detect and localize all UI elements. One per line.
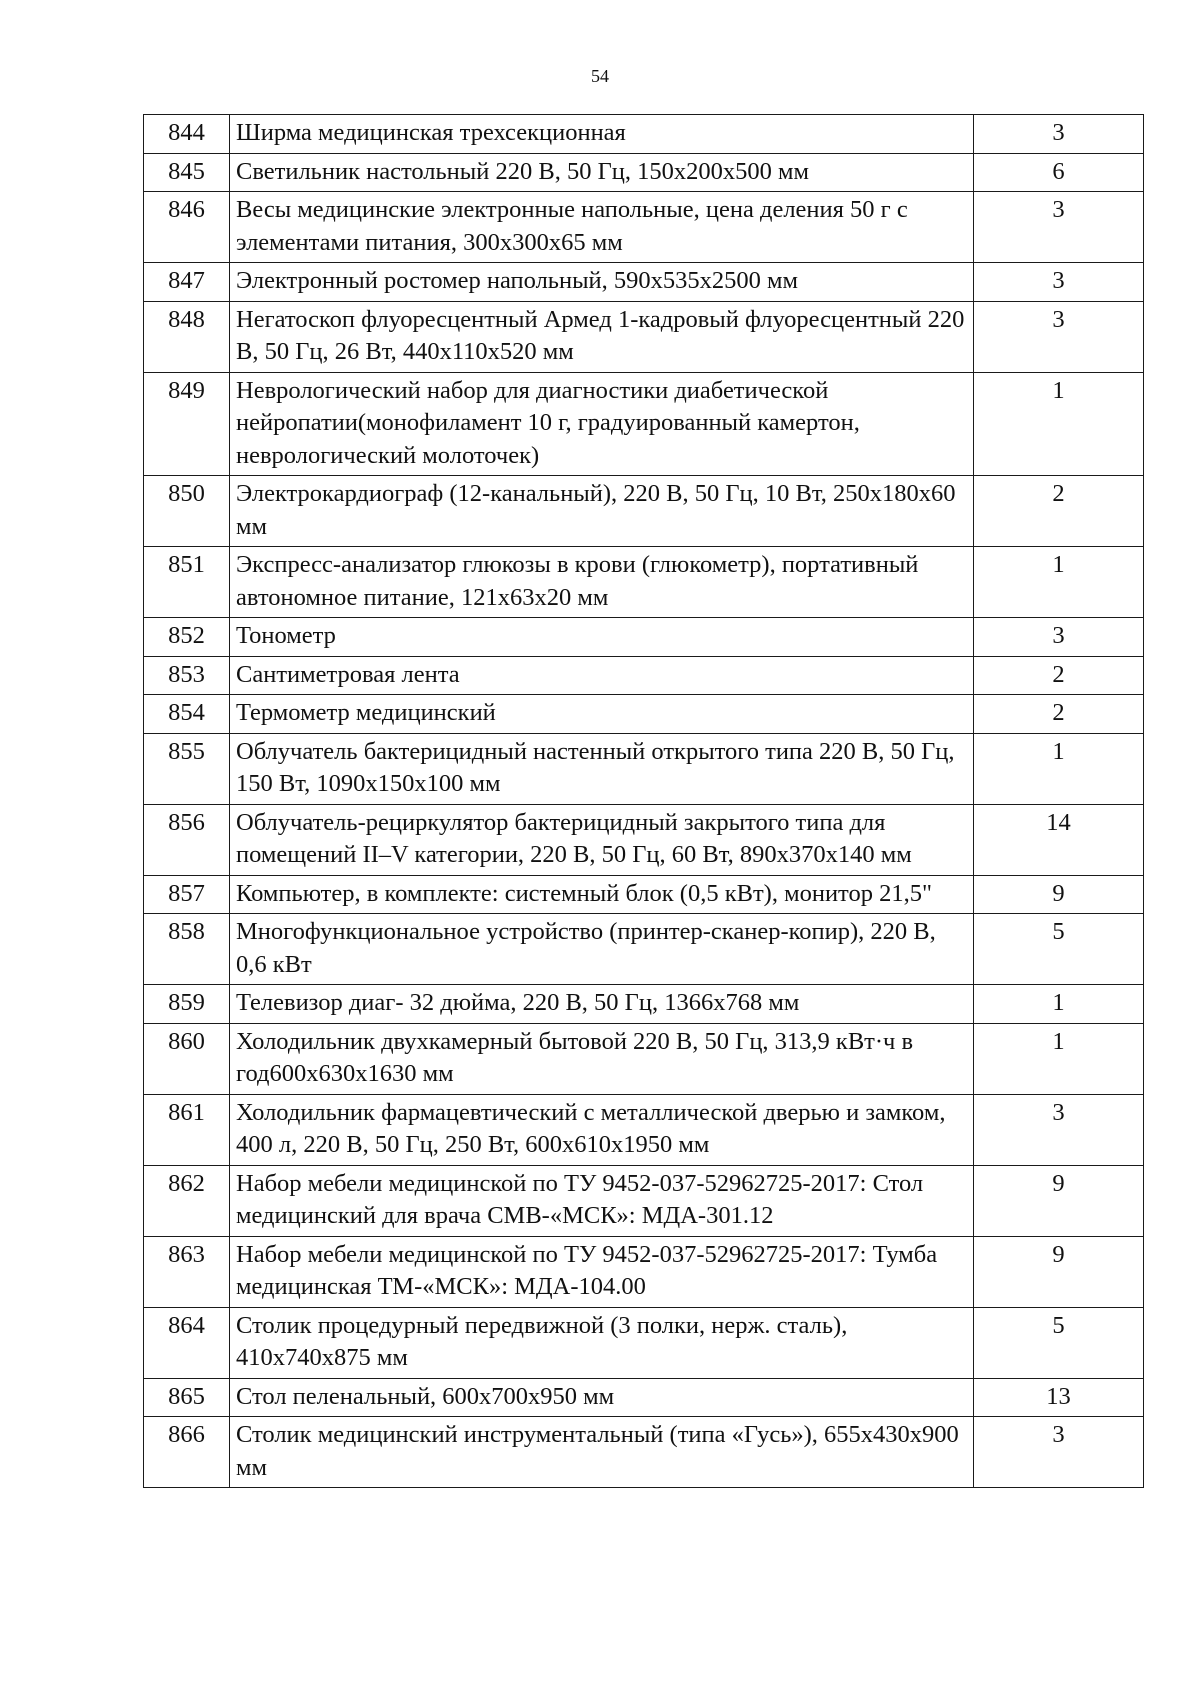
table-row (144, 1165, 1144, 1236)
row-number: 846 (144, 192, 230, 263)
row-quantity: 1 (974, 733, 1144, 804)
row-number: 847 (144, 263, 230, 302)
row-item-name: Светильник настольный 220 В, 50 Гц, 150х200х500 мм (230, 153, 974, 192)
table-row (144, 804, 1144, 875)
row-item-name: Телевизор диаг- 32 дюйма, 220 В, 50 Гц, 1366х768 мм (230, 985, 974, 1024)
row-number: 853 (144, 656, 230, 695)
row-number: 849 (144, 372, 230, 476)
row-item-name: Набор мебели медицинской по ТУ 9452-037-52962725-2017: Стол медицинский для врача СМВ-«МСК»: МДА-301.12 (230, 1165, 974, 1236)
table-row (144, 985, 1144, 1024)
table-row (144, 875, 1144, 914)
row-number: 859 (144, 985, 230, 1024)
row-item-name: Электрокардиограф (12-канальный), 220 В, 50 Гц, 10 Вт, 250х180х60 мм (230, 476, 974, 547)
row-number: 845 (144, 153, 230, 192)
row-number: 854 (144, 695, 230, 734)
row-item-name: Весы медицинские электронные напольные, цена деления 50 г с элементами питания, 300х300х65 мм (230, 192, 974, 263)
row-item-name: Экспресс-анализатор глюкозы в крови (глюкометр), портативный автономное питание, 121х63х20 мм (230, 547, 974, 618)
row-quantity: 5 (974, 1307, 1144, 1378)
row-number: 863 (144, 1236, 230, 1307)
row-quantity: 3 (974, 1094, 1144, 1165)
table-row (144, 547, 1144, 618)
row-item-name: Многофункциональное устройство (принтер-сканер-копир), 220 В, 0,6 кВт (230, 914, 974, 985)
row-number: 861 (144, 1094, 230, 1165)
table-row (144, 618, 1144, 657)
row-number: 850 (144, 476, 230, 547)
table-row (144, 476, 1144, 547)
table-row (144, 1023, 1144, 1094)
row-quantity: 9 (974, 1165, 1144, 1236)
row-item-name: Термометр медицинский (230, 695, 974, 734)
row-item-name: Тонометр (230, 618, 974, 657)
row-number: 860 (144, 1023, 230, 1094)
table-row (144, 1417, 1144, 1488)
row-number: 862 (144, 1165, 230, 1236)
row-number: 852 (144, 618, 230, 657)
row-quantity: 1 (974, 547, 1144, 618)
row-item-name: Набор мебели медицинской по ТУ 9452-037-52962725-2017: Тумба медицинская ТМ-«МСК»: МДА-104.00 (230, 1236, 974, 1307)
row-number: 858 (144, 914, 230, 985)
row-item-name: Ширма медицинская трехсекционная (230, 115, 974, 154)
row-number: 851 (144, 547, 230, 618)
row-number: 855 (144, 733, 230, 804)
page-number: 54 (591, 66, 609, 86)
table-row (144, 192, 1144, 263)
row-quantity: 3 (974, 263, 1144, 302)
table-row (144, 263, 1144, 302)
table-row (144, 1236, 1144, 1307)
row-quantity: 3 (974, 192, 1144, 263)
row-quantity: 14 (974, 804, 1144, 875)
row-quantity: 9 (974, 875, 1144, 914)
table-row (144, 1378, 1144, 1417)
row-item-name: Облучатель-рециркулятор бактерицидный закрытого типа для помещений II–V категории, 220 В, 50 Гц, 60 Вт, 890х370х140 мм (230, 804, 974, 875)
row-quantity: 9 (974, 1236, 1144, 1307)
row-number: 844 (144, 115, 230, 154)
row-item-name: Компьютер, в комплекте: системный блок (0,5 кВт), монитор 21,5" (230, 875, 974, 914)
row-item-name: Столик медицинский инструментальный (типа «Гусь»), 655х430х900 мм (230, 1417, 974, 1488)
row-number: 857 (144, 875, 230, 914)
table-row (144, 656, 1144, 695)
row-number: 864 (144, 1307, 230, 1378)
row-item-name: Неврологический набор для диагностики диабетической нейропатии(монофиламент 10 г, градуированный камертон, неврологический молоточек) (230, 372, 974, 476)
table-row (144, 1094, 1144, 1165)
row-quantity: 1 (974, 372, 1144, 476)
table-row (144, 372, 1144, 476)
table-row (144, 1307, 1144, 1378)
row-quantity: 6 (974, 153, 1144, 192)
row-quantity: 3 (974, 618, 1144, 657)
row-item-name: Сантиметровая лента (230, 656, 974, 695)
row-item-name: Облучатель бактерицидный настенный открытого типа 220 В, 50 Гц, 150 Вт, 1090х150х100 мм (230, 733, 974, 804)
row-quantity: 2 (974, 476, 1144, 547)
row-item-name: Негатоскоп флуоресцентный Армед 1-кадровый флуоресцентный 220 В, 50 Гц, 26 Вт, 440х110х520 мм (230, 301, 974, 372)
row-quantity: 1 (974, 1023, 1144, 1094)
row-quantity: 2 (974, 695, 1144, 734)
row-quantity: 13 (974, 1378, 1144, 1417)
row-quantity: 3 (974, 1417, 1144, 1488)
row-number: 866 (144, 1417, 230, 1488)
row-item-name: Холодильник двухкамерный бытовой 220 В, 50 Гц, 313,9 кВт·ч в год600х630х1630 мм (230, 1023, 974, 1094)
row-quantity: 3 (974, 115, 1144, 154)
table-row (144, 301, 1144, 372)
row-quantity: 3 (974, 301, 1144, 372)
row-item-name: Холодильник фармацевтический с металлической дверью и замком, 400 л, 220 В, 50 Гц, 250 Вт, 600х610х1950 мм (230, 1094, 974, 1165)
row-quantity: 2 (974, 656, 1144, 695)
equipment-table (143, 114, 1144, 1488)
row-quantity: 1 (974, 985, 1144, 1024)
table-row (144, 914, 1144, 985)
row-item-name: Столик процедурный передвижной (3 полки, нерж. сталь), 410х740х875 мм (230, 1307, 974, 1378)
table-row (144, 733, 1144, 804)
table-row (144, 153, 1144, 192)
row-item-name: Стол пеленальный, 600х700х950 мм (230, 1378, 974, 1417)
row-number: 848 (144, 301, 230, 372)
row-number: 856 (144, 804, 230, 875)
row-number: 865 (144, 1378, 230, 1417)
row-item-name: Электронный ростомер напольный, 590х535х2500 мм (230, 263, 974, 302)
table-row (144, 115, 1144, 154)
table-row (144, 695, 1144, 734)
row-quantity: 5 (974, 914, 1144, 985)
